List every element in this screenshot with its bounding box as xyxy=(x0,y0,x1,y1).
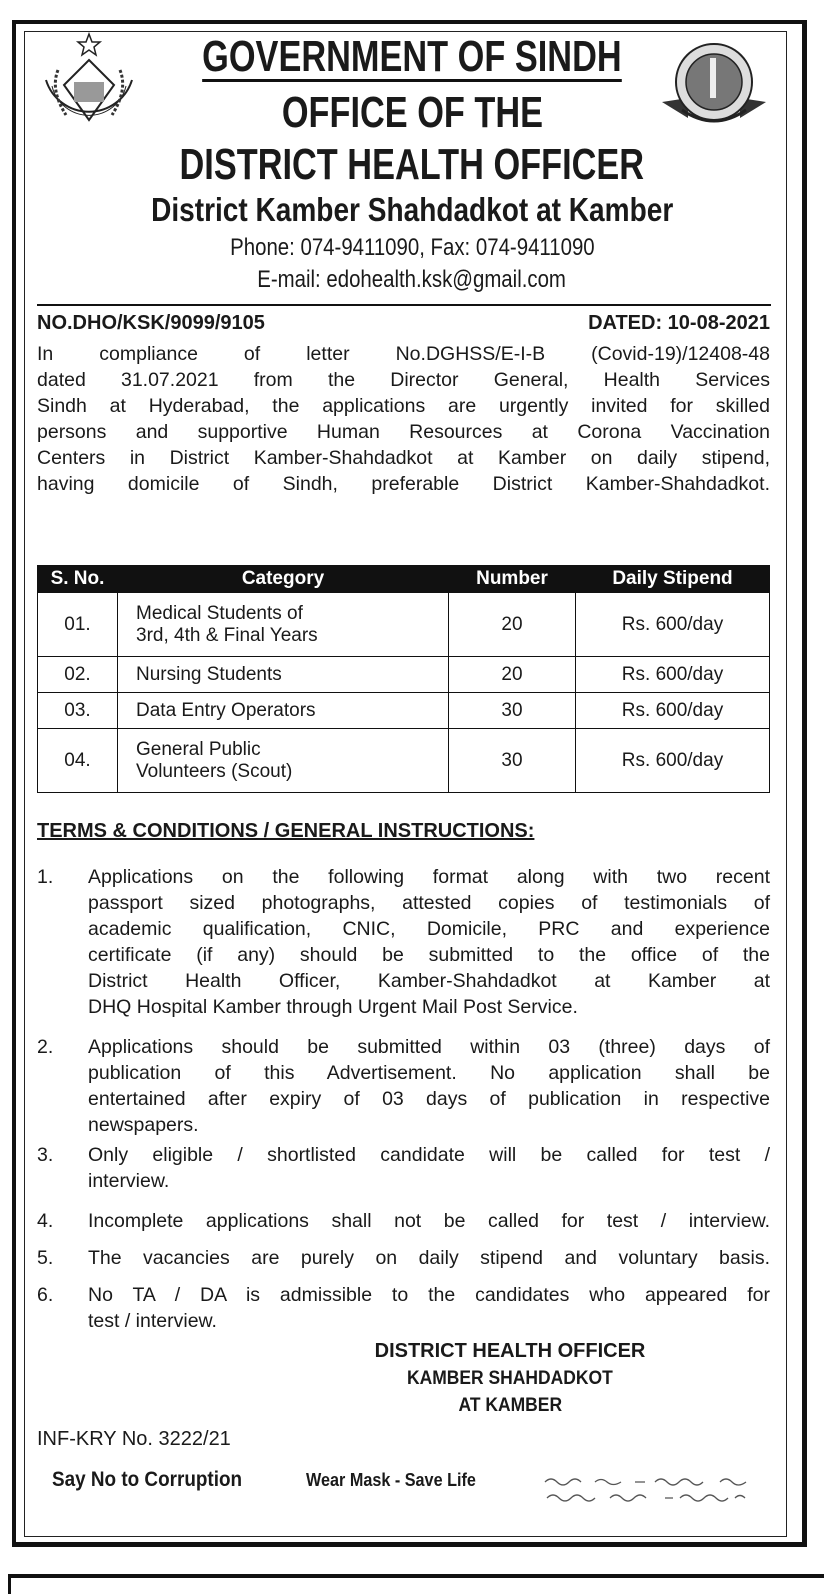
term-number: 1. xyxy=(37,866,54,888)
cell-stipend: Rs. 600/day xyxy=(576,693,770,729)
term-line: The vacancies are purely on daily stipend and voluntary basis. xyxy=(88,1247,770,1269)
category-line: Nursing Students xyxy=(136,663,282,685)
slogan-mask-text: Wear Mask - Save Life xyxy=(306,1470,476,1490)
intro-line: dated 31.07.2021 from the Director General, Health Services xyxy=(37,369,770,391)
cell-sno: 04. xyxy=(38,729,118,793)
term-line: interview. xyxy=(88,1170,170,1192)
signature-title: DISTRICT HEALTH OFFICER xyxy=(374,1340,646,1362)
table-header-row xyxy=(38,566,770,593)
slogan-corruption-text: Say No to Corruption xyxy=(52,1468,243,1491)
signature-line3-text: AT KAMBER xyxy=(458,1395,562,1416)
col-number: Number xyxy=(449,566,576,593)
cell-number: 30 xyxy=(449,729,576,793)
inf-number: INF-KRY No. 3222/21 xyxy=(37,1428,231,1450)
header-line3: DISTRICT HEALTH OFFICER xyxy=(179,140,645,189)
table-row xyxy=(38,657,770,693)
intro-line: In compliance of letter No.DGHSS/E-I-B (Covid-19)/12408-48 xyxy=(37,343,770,365)
term-line: Only eligible / shortlisted candidate will be called for test / xyxy=(88,1144,770,1166)
header-government xyxy=(0,32,824,82)
divider xyxy=(37,304,771,306)
email-text: E-mail: edohealth.ksk@gmail.com xyxy=(257,266,567,293)
term-line: academic qualification, CNIC, Domicile, PRC and experience xyxy=(88,918,770,940)
term-line: DHQ Hospital Kamber through Urgent Mail Post Service. xyxy=(88,996,578,1018)
term-line: Applications on the following format along with two recent xyxy=(88,866,770,888)
cell-stipend: Rs. 600/day xyxy=(576,729,770,793)
category-line: Data Entry Operators xyxy=(136,699,316,721)
header-dho xyxy=(0,140,824,190)
cell-category xyxy=(118,657,449,693)
header-line4: District Kamber Shahdadkot at Kamber xyxy=(150,191,674,228)
header-phone xyxy=(0,234,824,262)
cell-sno: 03. xyxy=(38,693,118,729)
next-ad-border xyxy=(8,1574,824,1594)
col-stipend: Daily Stipend xyxy=(576,566,770,593)
category-line: 3rd, 4th & Final Years xyxy=(136,624,318,646)
term-number: 2. xyxy=(37,1036,54,1058)
term-number: 6. xyxy=(37,1284,54,1306)
intro-line: persons and supportive Human Resources at Corona Vaccination xyxy=(37,421,770,443)
term-line: Incomplete applications shall not be called for test / interview. xyxy=(88,1210,770,1232)
cell-number: 20 xyxy=(449,593,576,657)
signature-line2 xyxy=(300,1368,720,1390)
phone-text: Phone: 074-9411090, Fax: 074-9411090 xyxy=(229,234,595,261)
cell-category xyxy=(118,693,449,729)
header-district xyxy=(0,191,824,229)
cell-stipend: Rs. 600/day xyxy=(576,593,770,657)
header-email xyxy=(0,266,824,294)
intro-line: having domicile of Sindh, preferable District Kamber-Shahdadkot. xyxy=(37,473,770,495)
term-line: newspapers. xyxy=(88,1114,199,1136)
header-line1: GOVERNMENT OF SINDH xyxy=(202,32,622,81)
term-number: 3. xyxy=(37,1144,54,1166)
signature-line3 xyxy=(300,1395,720,1417)
intro-line: Sindh at Hyderabad, the applications are urgently invited for skilled xyxy=(37,395,770,417)
term-line: publication of this Advertisement. No application shall be xyxy=(88,1062,770,1084)
category-line: Volunteers (Scout) xyxy=(136,760,293,782)
term-line: District Health Officer, Kamber-Shahdadkot at Kamber at xyxy=(88,970,770,992)
category-line: General Public xyxy=(136,738,261,760)
vacancy-table xyxy=(37,565,770,793)
cell-stipend: Rs. 600/day xyxy=(576,657,770,693)
term-line: No TA / DA is admissible to the candidates who appeared for xyxy=(88,1284,770,1306)
reference-date: DATED: 10-08-2021 xyxy=(588,312,770,334)
term-number: 4. xyxy=(37,1210,54,1232)
category-line: Medical Students of xyxy=(136,602,303,624)
cell-number: 20 xyxy=(449,657,576,693)
term-number: 5. xyxy=(37,1247,54,1269)
slogan-corruption xyxy=(52,1468,263,1492)
term-line: Applications should be submitted within 03 (three) days of xyxy=(88,1036,770,1058)
slogan-mask xyxy=(306,1470,495,1491)
cell-sno: 02. xyxy=(38,657,118,693)
term-line: entertained after expiry of 03 days of publication in respective xyxy=(88,1088,770,1110)
intro-line: Centers in District Kamber-Shahdadkot at Kamber on daily stipend, xyxy=(37,447,770,469)
term-line: certificate (if any) should be submitted to the office of the xyxy=(88,944,770,966)
signature-line2-text: KAMBER SHAHDADKOT xyxy=(407,1368,613,1389)
header-office xyxy=(0,88,824,138)
table-row xyxy=(38,729,770,793)
cell-number: 30 xyxy=(449,693,576,729)
table-row xyxy=(38,693,770,729)
cell-sno: 01. xyxy=(38,593,118,657)
urdu-slogan-graphic xyxy=(535,1470,770,1506)
col-category: Category xyxy=(118,566,449,593)
terms-heading: TERMS & CONDITIONS / GENERAL INSTRUCTIONS: xyxy=(37,820,535,842)
term-line: passport sized photographs, attested copies of testimonials of xyxy=(88,892,770,914)
table-row xyxy=(38,593,770,657)
cell-category xyxy=(118,593,449,657)
col-sno: S. No. xyxy=(38,566,118,593)
reference-number: NO.DHO/KSK/9099/9105 xyxy=(37,312,265,334)
term-line: test / interview. xyxy=(88,1310,217,1332)
header-line2: OFFICE OF THE xyxy=(281,88,543,137)
cell-category xyxy=(118,729,449,793)
